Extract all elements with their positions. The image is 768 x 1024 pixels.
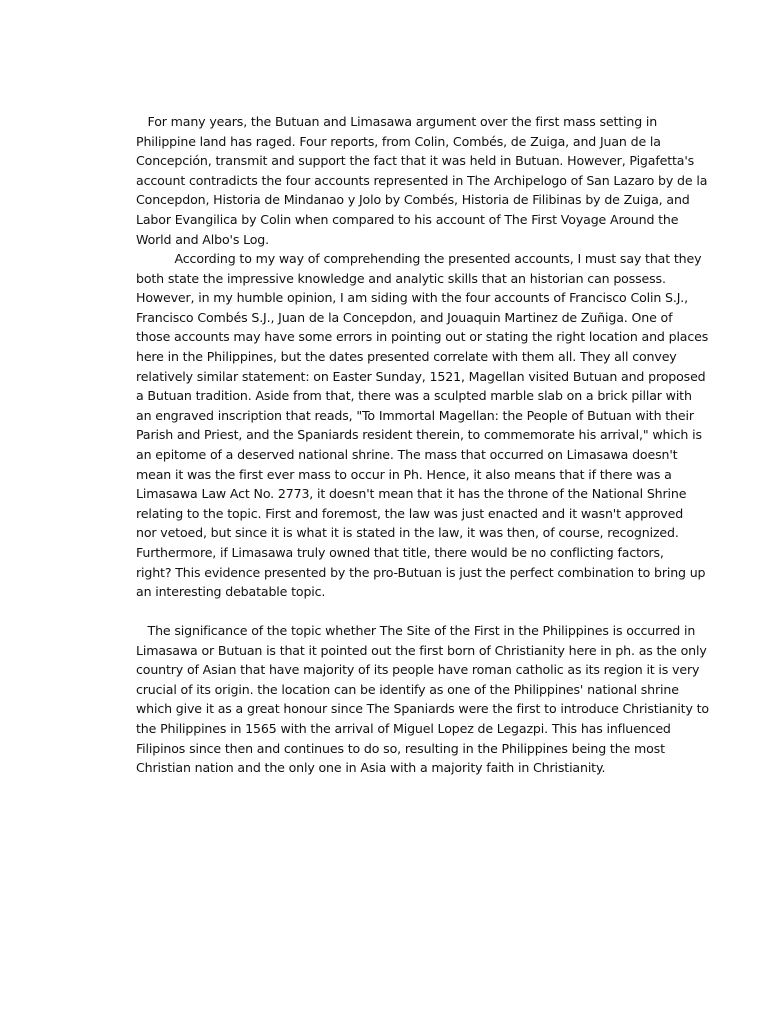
text-line: which give it as a great honour since The Spaniards were the first to introduce Christianity to [136,701,709,717]
text-line: World and Albo's Log. [136,231,269,247]
text-line: Furthermore, if Limasawa truly owned that title, there would be no conflicting factors, [136,544,664,560]
text-line: Labor Evangilica by Colin when compared to his account of The First Voyage Around the [136,211,679,227]
text-line: both state the impressive knowledge and analytic skills that an historian can possess. [136,270,666,286]
text-line: Concepción, transmit and support the fact that it was held in Butuan. However, Pigafetta's [136,153,695,169]
text-line: an interesting debatable topic. [136,584,326,600]
text-line: mean it was the first ever mass to occur in Ph. Hence, it also means that if there was a [136,466,672,482]
text-line: Parish and Priest, and the Spaniards resident therein, to commemorate his arrival," which is [136,427,702,443]
paragraph-opinion [136,249,708,602]
text-line: those accounts may have some errors in pointing out or stating the right location and places [136,329,709,345]
text-line: nor vetoed, but since it is what it is stated in the law, it was then, of course, recognized. [136,525,679,541]
text-line: Filipinos since then and continues to do so, resulting in the Philippines being the most [136,740,665,756]
text-line: an engraved inscription that reads, "To Immortal Magellan: the People of Butuan with their [136,407,694,423]
text-line: relatively similar statement: on Easter Sunday, 1521, Magellan visited Butuan and proposed [136,368,706,384]
text-line: crucial of its origin. the location can be identify as one of the Philippines' national shrine [136,681,679,697]
text-line: here in the Philippines, but the dates presented correlate with them all. They all convey [136,348,677,364]
paragraph-significance [136,621,709,778]
text-line: According to my way of comprehending the presented accounts, I must say that they [136,251,702,266]
text-line: right? This evidence presented by the pro-Butuan is just the perfect combination to bring up [136,564,706,580]
text-line: an epitome of a deserved national shrine. The mass that occurred on Limasawa doesn't [136,446,678,462]
text-line: Christian nation and the only one in Asia with a majority faith in Christianity. [136,760,606,776]
text-line: The significance of the topic whether The Site of the First in the Philippines is occurred in [136,623,696,638]
text-line: Limasawa Law Act No. 2773, it doesn't mean that it has the throne of the National Shrine [136,486,687,502]
text-line: Concepdon, Historia de Mindanao y Jolo by Combés, Historia de Filibinas by de Zuiga, and [136,192,690,208]
text-line: relating to the topic. First and foremost, the law was just enacted and it wasn't approved [136,505,684,521]
text-line: Philippine land has raged. Four reports, from Colin, Combés, de Zuiga, and Juan de la [136,133,661,149]
text-line: the Philippines in 1565 with the arrival of Miguel Lopez de Legazpi. This has influenced [136,720,671,736]
text-line: However, in my humble opinion, I am siding with the four accounts of Francisco Colin S.J., [136,290,688,306]
text-line: a Butuan tradition. Aside from that, there was a sculpted marble slab on a brick pillar with [136,388,692,404]
text-line: Limasawa or Butuan is that it pointed out the first born of Christianity here in ph. as the only [136,642,707,658]
text-line: country of Asian that have majority of its people have roman catholic as its region it is very [136,662,700,678]
paragraph-first-mass-debate [136,112,707,249]
text-line: Francisco Combés S.J., Juan de la Concepdon, and Jouaquin Martinez de Zuñiga. One of [136,309,673,325]
text-line: For many years, the Butuan and Limasawa argument over the first mass setting in [136,114,658,129]
text-line: account contradicts the four accounts represented in The Archipelogo of San Lazaro by de la [136,172,708,188]
